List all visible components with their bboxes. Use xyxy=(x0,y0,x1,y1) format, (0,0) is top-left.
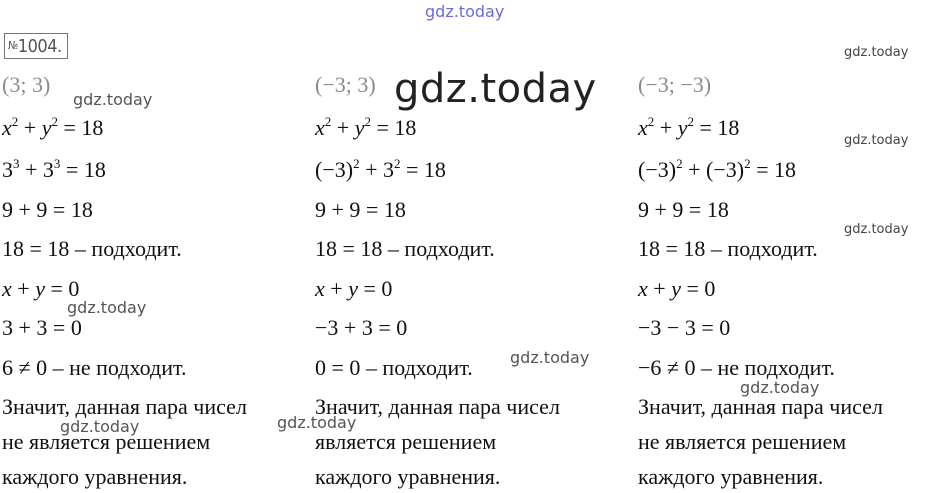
solution-line: 18 = 18 – подходит. xyxy=(315,236,495,261)
watermark: gdz.today xyxy=(60,417,140,436)
solution-line: каждого уравнения. xyxy=(315,464,501,489)
solution-line: $x^2 + y^2 = 18$ xyxy=(638,114,740,140)
watermark: gdz.today xyxy=(73,90,153,109)
watermark-top: gdz.today xyxy=(425,2,505,21)
watermark: gdz.today xyxy=(844,45,909,60)
watermark-large: gdz.today xyxy=(394,66,597,112)
problem-number xyxy=(4,33,68,59)
solution-line: 9 + 9 = 18 xyxy=(2,197,93,222)
solution-line: Значит, данная пара чисел xyxy=(638,394,883,419)
solution-line: $3^3 + 3^3 = 18$ xyxy=(2,156,106,182)
solution-line: 18 = 18 – подходит. xyxy=(638,236,818,261)
pair-label: (3; 3) xyxy=(2,72,51,97)
solution-line: является решением xyxy=(315,429,497,454)
solution-line: x + y = 0 xyxy=(638,276,716,301)
pair-label: (−3; −3) xyxy=(638,72,712,97)
solution-line: 0 = 0 – подходит. xyxy=(315,355,473,380)
solution-line: не является решением xyxy=(638,429,847,454)
solution-line: $(-3)^2 + (-3)^2 = 18$ xyxy=(638,156,796,182)
solution-line: −3 − 3 = 0 xyxy=(638,315,731,340)
solution-line: x + y = 0 xyxy=(315,276,393,301)
solution-line: Значит, данная пара чисел xyxy=(315,394,560,419)
problem-prefix: № xyxy=(8,39,18,52)
watermark: gdz.today xyxy=(277,413,357,432)
solution-line: −3 + 3 = 0 xyxy=(315,315,408,340)
watermark: gdz.today xyxy=(844,133,909,148)
solution-line: $(-3)^2 + 3^2 = 18$ xyxy=(315,156,446,182)
solution-line: $x^2 + y^2 = 18$ xyxy=(315,114,417,140)
watermark: gdz.today xyxy=(740,378,820,397)
solution-line: 9 + 9 = 18 xyxy=(315,197,406,222)
solution-line: 6 ≠ 0 – не подходит. xyxy=(2,355,187,380)
watermark: gdz.today xyxy=(67,298,147,317)
solution-line: 18 = 18 – подходит. xyxy=(2,236,182,261)
solution-line: каждого уравнения. xyxy=(638,464,824,489)
watermark: gdz.today xyxy=(510,348,590,367)
problem-number-text: 1004. xyxy=(17,36,62,57)
solution-line: $x^2 + y^2 = 18$ xyxy=(2,114,104,140)
solution-line: не является решением xyxy=(2,429,211,454)
watermark: gdz.today xyxy=(844,222,909,237)
solution-line: каждого уравнения. xyxy=(2,464,188,489)
solution-line: 9 + 9 = 18 xyxy=(638,197,729,222)
solution-line: −6 ≠ 0 – не подходит. xyxy=(638,355,835,380)
solution-line: x + y = 0 xyxy=(2,276,80,301)
solution-line: Значит, данная пара чисел xyxy=(2,394,247,419)
pair-label: (−3; 3) xyxy=(315,72,376,97)
solution-line: 3 + 3 = 0 xyxy=(2,315,82,340)
